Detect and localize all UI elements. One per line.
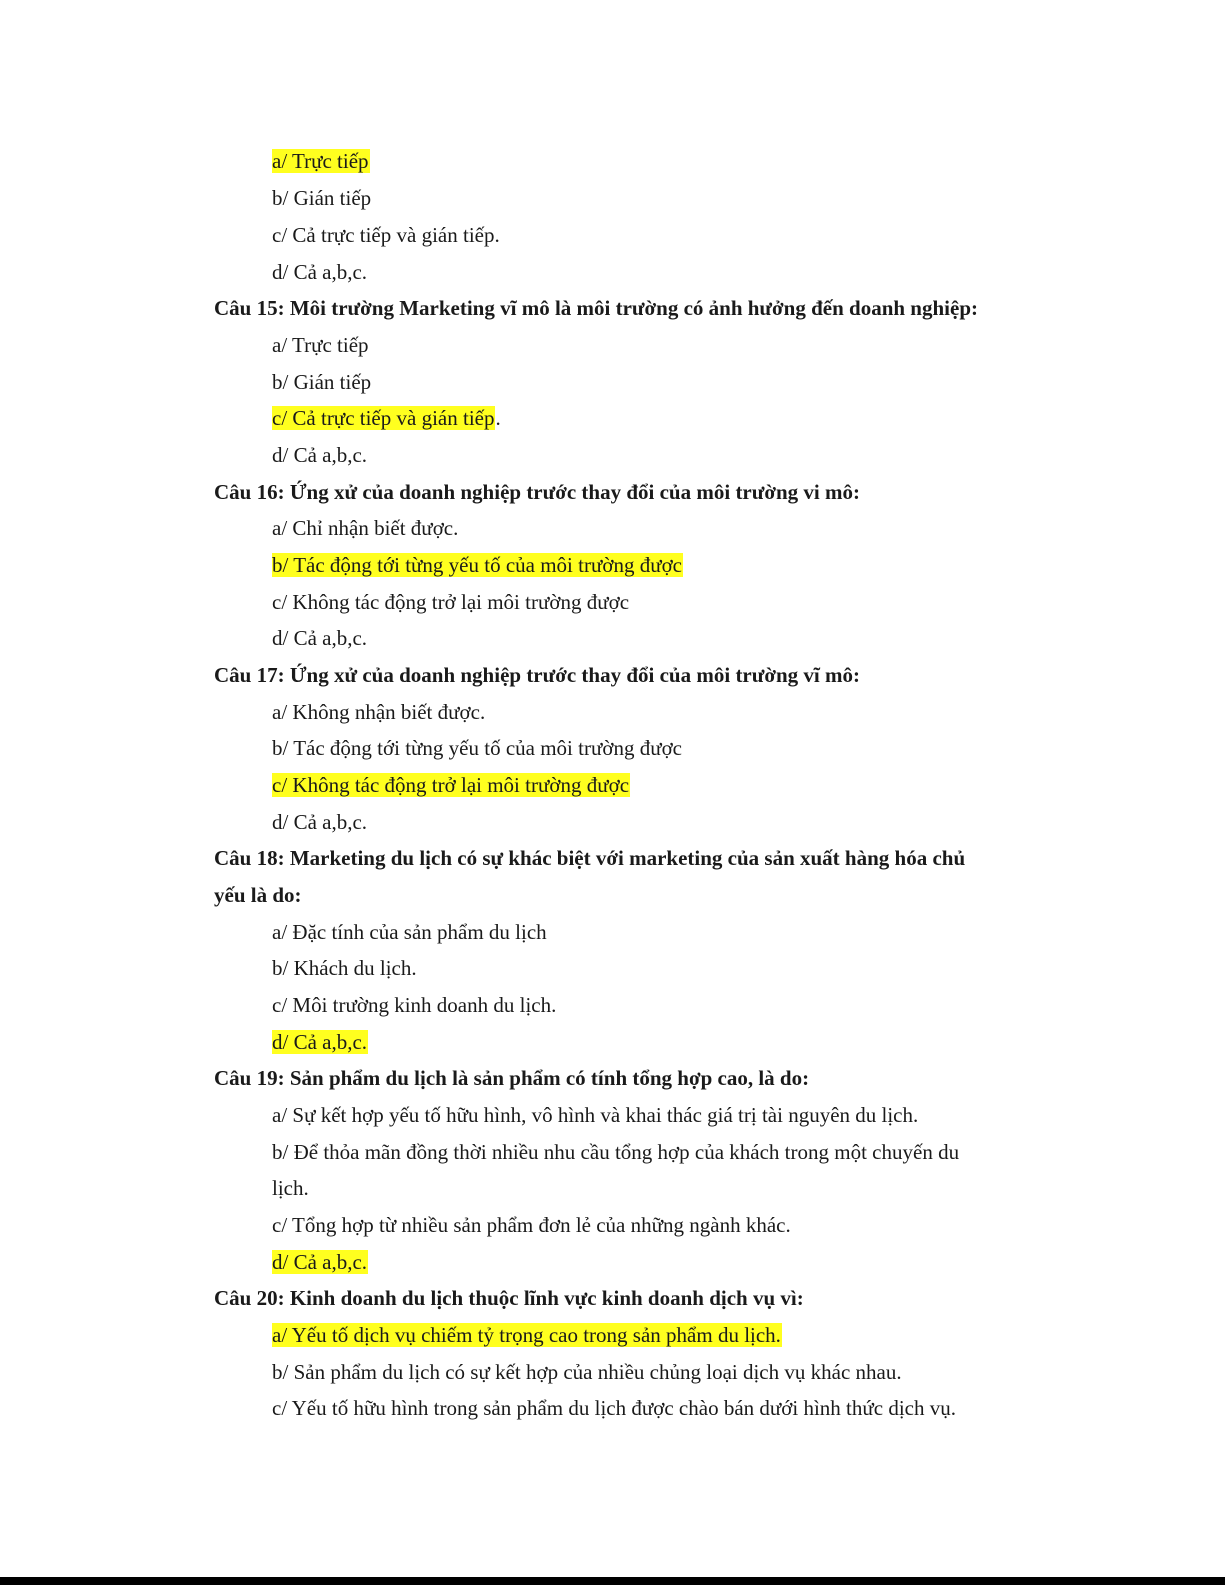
option-line: c/ Không tác động trở lại môi trường được	[272, 590, 630, 614]
option-line: d/ Cả a,b,c.	[272, 260, 368, 284]
option-line	[272, 148, 370, 174]
option-line: a/ Không nhận biết được.	[272, 700, 486, 724]
option-line: a/ Chỉ nhận biết được.	[272, 516, 459, 540]
option-line	[272, 552, 683, 578]
option-line-continuation: lịch.	[272, 1176, 309, 1200]
question-15: Câu 15: Môi trường Marketing vĩ mô là môi trường có ảnh hưởng đến doanh nghiệp:	[214, 296, 978, 320]
option-line: d/ Cả a,b,c.	[272, 443, 368, 467]
highlighted-answer: a/ Yếu tố dịch vụ chiếm tỷ trọng cao trong sản phẩm du lịch.	[272, 1323, 781, 1347]
question-16: Câu 16: Ứng xử của doanh nghiệp trước thay đổi của môi trường vi mô:	[214, 480, 860, 504]
option-line: a/ Đặc tính của sản phẩm du lịch	[272, 920, 547, 944]
option-line: c/ Môi trường kinh doanh du lịch.	[272, 993, 557, 1017]
option-line: c/ Tổng hợp từ nhiều sản phẩm đơn lẻ của những ngành khác.	[272, 1213, 791, 1237]
option-line	[272, 1322, 782, 1348]
option-line: b/ Gián tiếp	[272, 186, 372, 210]
option-line	[272, 405, 501, 431]
highlighted-answer: d/ Cả a,b,c.	[272, 1030, 368, 1054]
option-line	[272, 1029, 368, 1055]
option-line: b/ Khách du lịch.	[272, 956, 417, 980]
option-line: c/ Yếu tố hữu hình trong sản phẩm du lịch được chào bán dưới hình thức dịch vụ.	[272, 1396, 956, 1420]
option-line: b/ Gián tiếp	[272, 370, 372, 394]
option-line: d/ Cả a,b,c.	[272, 810, 368, 834]
question-19: Câu 19: Sản phẩm du lịch là sản phẩm có tính tổng hợp cao, là do:	[214, 1066, 810, 1090]
option-line: b/ Tác động tới từng yếu tố của môi trường được	[272, 736, 683, 760]
option-line: c/ Cả trực tiếp và gián tiếp.	[272, 223, 500, 247]
highlighted-answer: c/ Không tác động trở lại môi trường được	[272, 773, 630, 797]
option-line: b/ Sản phẩm du lịch có sự kết hợp của nhiều chủng loại dịch vụ khác nhau.	[272, 1360, 902, 1384]
highlighted-answer: b/ Tác động tới từng yếu tố của môi trường được	[272, 553, 683, 577]
option-line: b/ Để thỏa mãn đồng thời nhiều nhu cầu tổng hợp của khách trong một chuyến du	[272, 1140, 960, 1164]
option-suffix: .	[495, 406, 501, 430]
option-line: a/ Sự kết hợp yếu tố hữu hình, vô hình và khai thác giá trị tài nguyên du lịch.	[272, 1103, 919, 1127]
question-18-continuation: yếu là do:	[214, 883, 302, 907]
option-line	[272, 772, 630, 798]
option-line: a/ Trực tiếp	[272, 333, 369, 357]
option-line: d/ Cả a,b,c.	[272, 626, 368, 650]
bottom-border	[0, 1577, 1225, 1585]
option-line	[272, 1249, 368, 1275]
highlighted-answer: d/ Cả a,b,c.	[272, 1250, 368, 1274]
highlighted-answer: c/ Cả trực tiếp và gián tiếp	[272, 406, 495, 430]
question-20: Câu 20: Kinh doanh du lịch thuộc lĩnh vực kinh doanh dịch vụ vì:	[214, 1286, 804, 1310]
highlighted-answer: a/ Trực tiếp	[272, 149, 369, 173]
question-18: Câu 18: Marketing du lịch có sự khác biệt với marketing của sản xuất hàng hóa chủ	[214, 846, 966, 870]
question-17: Câu 17: Ứng xử của doanh nghiệp trước thay đổi của môi trường vĩ mô:	[214, 663, 860, 687]
